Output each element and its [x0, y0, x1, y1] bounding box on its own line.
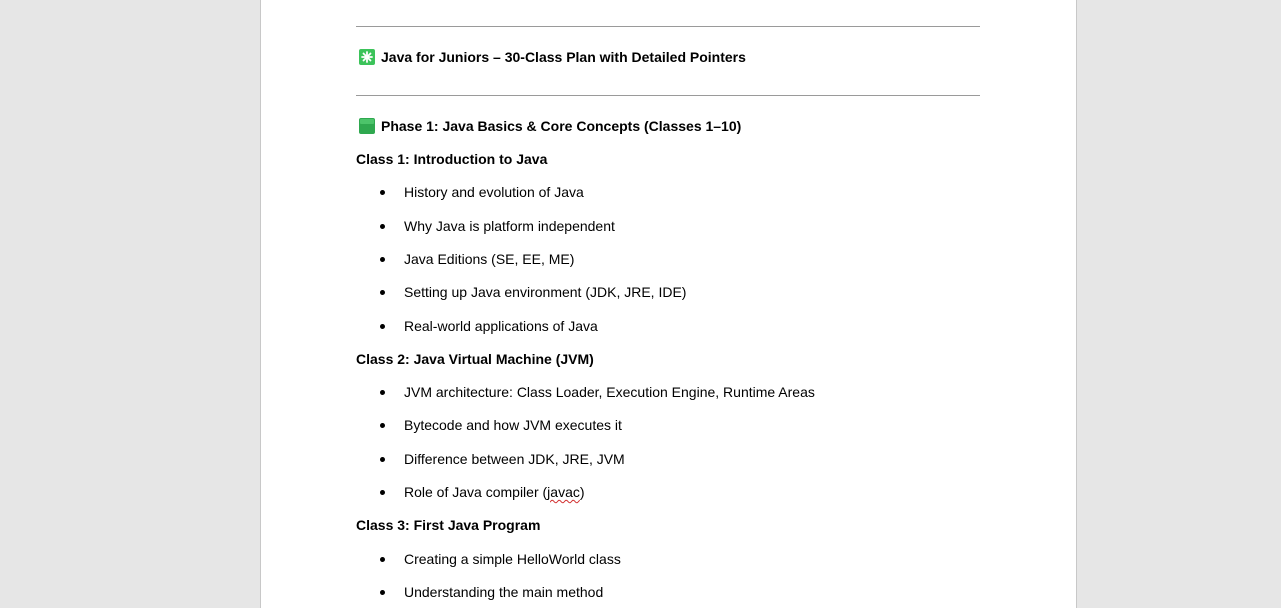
bullet-icon — [380, 324, 385, 329]
bullet-icon — [380, 557, 385, 562]
bullet-icon — [380, 390, 385, 395]
bullet-icon — [380, 190, 385, 195]
phase-heading — [356, 117, 741, 135]
bullet-icon — [380, 290, 385, 295]
phase-heading-text: Phase 1: Java Basics & Core Concepts (Classes 1–10) — [381, 118, 742, 134]
green-square-icon — [359, 118, 375, 134]
class-heading: Class 2: Java Virtual Machine (JVM) — [356, 351, 594, 367]
bullet-icon — [380, 423, 385, 428]
horizontal-rule — [356, 26, 980, 27]
bullet-icon — [380, 590, 385, 595]
bullet-icon — [380, 257, 385, 262]
class-heading: Class 3: First Java Program — [356, 517, 541, 533]
document-page[interactable]: Java for Juniors – 30-Class Plan with Detailed Pointers Phase 1: Java Basics & Core Concepts (Classes 1–10) Class 1: Introduction to Java History and evolution of Java Why Java is platform independent Java Editions (SE, EE, ME) Setting up Java environment (JDK, JRE, IDE) Real-world applications of Java Class 2: Java Virtual Machine (JVM) JVM architecture: Class Loader, Execution Engine, Runtime Areas Bytecode and how JVM executes it Difference between JDK, JRE, JVM Role of Java compiler (javac) Class 3: First Java Program Creating a simple HelloWorld class Understanding the main method — [260, 0, 1077, 608]
horizontal-rule — [356, 95, 980, 96]
document-title-text: Java for Juniors – 30-Class Plan with Detailed Pointers — [381, 49, 746, 65]
bullet-icon — [380, 490, 385, 495]
spellcheck-flagged-word[interactable]: javac — [547, 484, 580, 500]
class-heading: Class 1: Introduction to Java — [356, 151, 548, 167]
list-item-text: Role of Java compiler (javac) — [404, 484, 585, 500]
bullet-icon — [380, 224, 385, 229]
bullet-icon — [380, 457, 385, 462]
sparkle-icon — [359, 49, 375, 65]
document-title — [356, 48, 746, 66]
